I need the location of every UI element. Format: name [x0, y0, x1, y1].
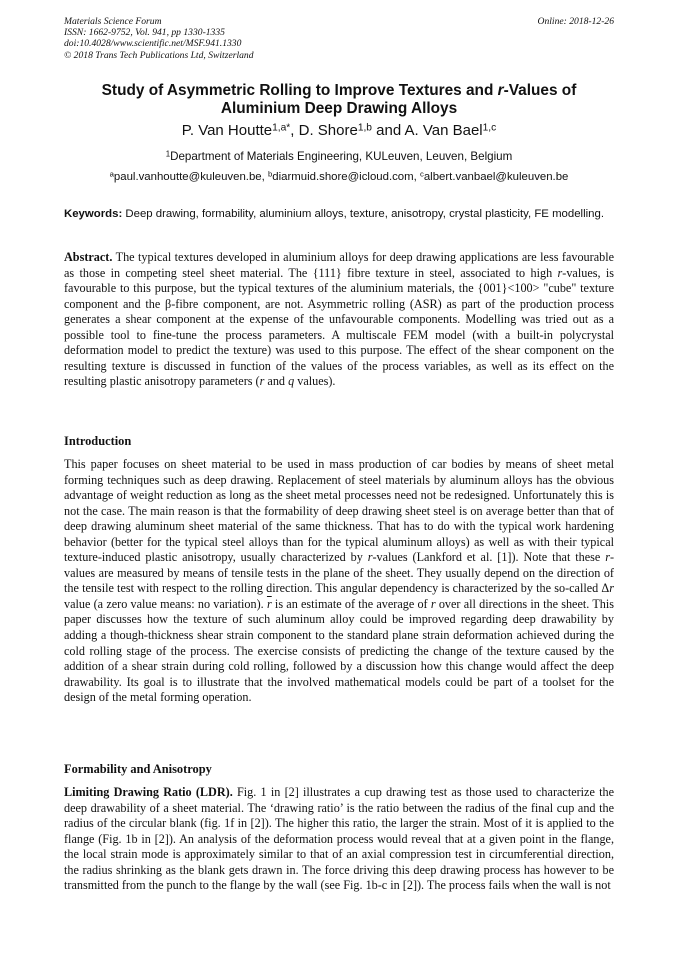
keywords-text: Deep drawing, formability, aluminium alloys, texture, anisotropy, crystal plasticity, FE modelling.	[122, 208, 604, 220]
author-sup: 1,c	[482, 122, 497, 134]
intro-text: is an estimate of the average of	[271, 596, 431, 611]
section-heading-formability: Formability and Anisotropy	[64, 762, 212, 776]
intro-symbol: r	[367, 550, 373, 565]
paper-title	[40, 82, 638, 118]
intro-text: -values are measured by means of tensile tests in the plane of the sheet. They usually depend on the direction of the tensile test with respect to the rolling direction. This angular dependency is characterized by the so-called Δ	[64, 550, 614, 596]
issn-line: ISSN: 1662-9752, Vol. 941, pp 1330-1335	[64, 27, 225, 39]
abstract	[64, 250, 614, 390]
email-link[interactable]: diarmuid.shore@icloud.com,	[272, 171, 420, 183]
title-r: r	[497, 82, 504, 99]
journal-header	[64, 16, 254, 61]
title-text: -Values of	[503, 82, 577, 99]
author-list	[40, 122, 638, 140]
intro-text: value (a zero value means: no variation).	[64, 596, 267, 611]
author-sup: 1,b	[357, 122, 372, 134]
intro-text: This paper focuses on sheet material to be used in mass production of car bodies by means of sheet metal forming techniques such as deep drawing. Replacement of steel materials by aluminum alloys has the obvious advantage of weight reduction as long as the sheet metal processes need not be redesigned. Unfortunately this is not the case. The main reason is that the formability of deep drawing sheet steel is on average better than that of deep drawing aluminum sheet material of the same thickness. That has to do with the typical work hardening behavior (better for the typical steel alloys than for the typical aluminum alloys) as well as with their typical texture-induced plastic anisotropy, usually characterized by	[64, 457, 614, 565]
abstract-text: -values, is favourable to this purpose, but the typical textures of the aluminium materials, the {001}<100> "cube" texture component and the β-fibre component, are not. Asymmetric rolling (ASR) as part of the production process generates a shear component at the expense of the unfavourable components. Modelling was tried out as a possible tool to fine-tune the process parameters. A multiscale FEM model (with a built-in polycrystal deformation model to predict the texture) was used to this purpose. The effect of the shear component on the resulting texture is discussed in function of the values of the process variables, as well as its effect on the resulting plastic anisotropy parameters (	[64, 265, 615, 389]
author-name: and A. Van Bael	[371, 122, 483, 139]
title-text: Study of Asymmetric Rolling to Improve Textures and	[101, 82, 498, 99]
email-sup: b	[267, 169, 273, 179]
abstract-symbol: r	[557, 265, 563, 280]
email-sup: a	[109, 169, 114, 179]
email-link[interactable]: paul.vanhoutte@kuleuven.be,	[113, 171, 268, 183]
online-date: Online: 2018-12-26	[537, 16, 614, 27]
intro-text: over all directions in the sheet. This paper discusses how the texture of such aluminum alloy could be improved regarding deep drawability by adding a though-thickness shear strain component to the standard plane strain deformation achieved during the cold rolling stage of the process. The exercise consists of predicting the change of the texture caused by the addition of a shear strain during cold rolling, followed by a discussion how this change would affect the deep drawability. Its goal is to illustrate that the involved mathematical models could be part of a toolset for the design of the metal forming operation.	[64, 596, 614, 705]
abstract-text: and	[264, 374, 289, 389]
affiliation	[40, 150, 638, 164]
introduction-body	[64, 457, 614, 706]
email-sup: c	[419, 169, 424, 179]
abstract-symbol: r	[259, 374, 265, 389]
section-heading-introduction: Introduction	[64, 434, 132, 448]
author-name: , D. Shore	[290, 122, 358, 139]
intro-symbol: r	[605, 550, 610, 565]
ldr-paragraph	[64, 785, 614, 894]
abstract-symbol: q	[288, 374, 295, 389]
journal-name: Materials Science Forum	[64, 16, 162, 27]
intro-text: -values (Lankford et al. [1]). Note that these	[372, 550, 606, 565]
email-list	[30, 170, 648, 184]
ldr-text: Fig. 1 in [2] illustrates a cup drawing test as those used to characterize the deep drawability of a sheet material. The ‘drawing ratio’ is the ratio between the radius of the final cup and the radius of the circular blank (fig. 1f in [2]). The higher this ratio, the larger the strain. Most of it is applied to the flange (Fig. 1b in [2]). An analysis of the deformation process would reveal that at a given point in the flange, the local strain mode is approximately similar to that of an axial compression test in circumferential direction, the radius shrinking as the blank gets drawn in. The force driving this deep drawing process has however to be transmitted from the punch to the flange by the wall (see Fig. 1b-c in [2]). The process fails when the wall is not	[64, 785, 614, 893]
intro-symbol: r	[609, 581, 614, 596]
doi-line[interactable]: doi:10.4028/www.scientific.net/MSF.941.1330	[64, 38, 242, 50]
abstract-text: The typical textures developed in aluminium alloys for deep drawing applications are less favourable as those in competing steel sheet material. The {111} fibre texture in steel, associated to high	[64, 250, 614, 280]
keywords-label: Keywords:	[64, 208, 123, 220]
affiliation-text: Department of Materials Engineering, KULeuven, Leuven, Belgium	[170, 150, 513, 163]
intro-symbol: r	[430, 596, 436, 611]
affiliation-sup: 1	[165, 149, 171, 159]
intro-symbol-rbar: $\overline{r}$	[266, 596, 272, 611]
author-name: P. Van Houtte	[181, 122, 273, 139]
ldr-label: Limiting Drawing Ratio (LDR).	[64, 785, 233, 799]
email-link[interactable]: albert.vanbael@kuleuven.be	[423, 171, 569, 183]
author-sup: 1,a*	[272, 122, 291, 134]
title-text: Aluminium Deep Drawing Alloys	[220, 100, 458, 117]
keywords	[64, 207, 614, 223]
abstract-label: Abstract.	[64, 250, 113, 264]
copyright-line: © 2018 Trans Tech Publications Ltd, Switzerland	[64, 49, 254, 61]
abstract-text: values).	[294, 374, 336, 389]
